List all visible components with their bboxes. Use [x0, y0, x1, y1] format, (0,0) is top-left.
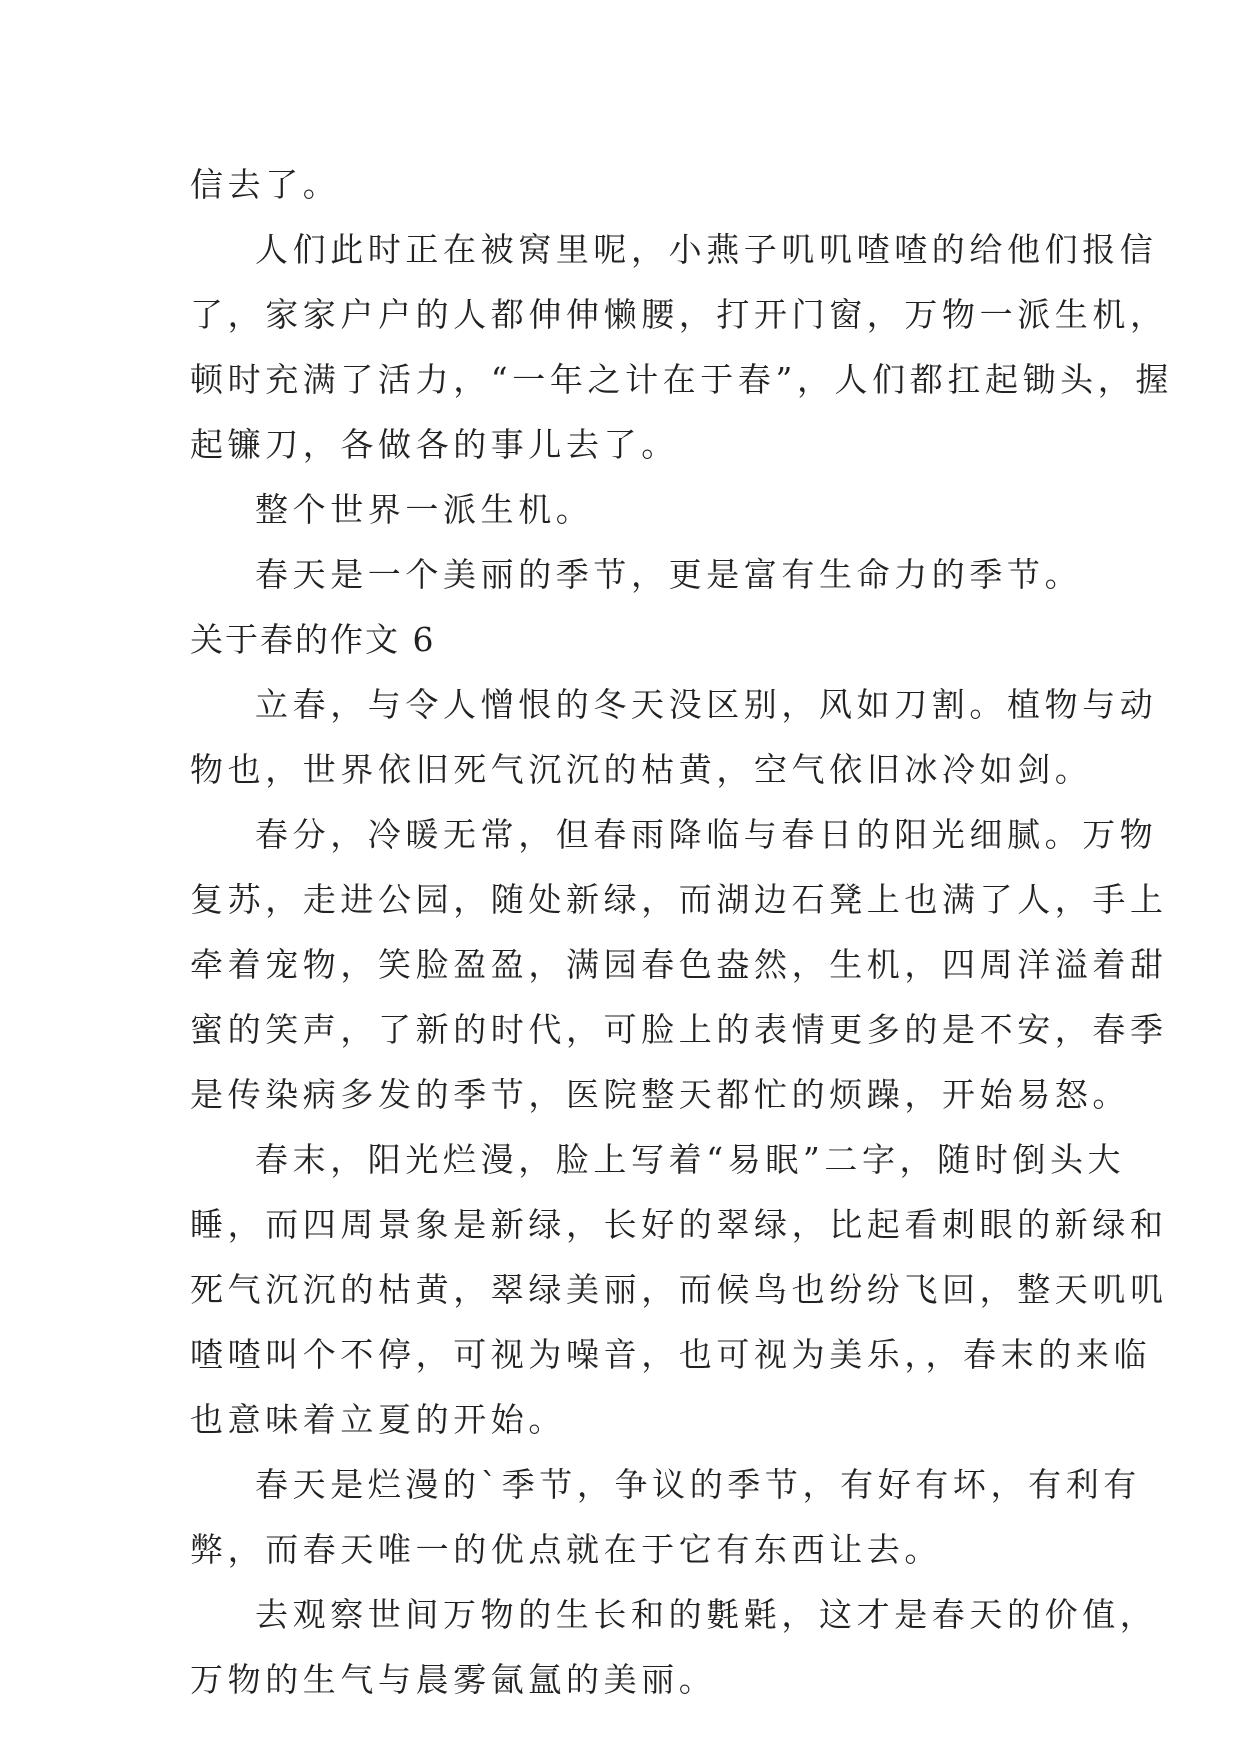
text-line: 喳喳叫个不停，可视为噪音，也可视为美乐，，春末的来临 — [190, 1335, 1152, 1374]
text-line: 复苏，走进公园，随处新绿，而湖边石凳上也满了人，手上 — [190, 880, 1168, 919]
text-line: 人们此时正在被窝里呢，小燕子叽叽喳喳的给他们报信 — [255, 230, 1158, 269]
text-line: 整个世界一派生机。 — [255, 490, 594, 529]
text-line: 万物的生气与晨雾氤氲的美丽。 — [190, 1660, 717, 1699]
text-line: 顿时充满了活力，“一年之计在于春”，人们都扛起锄头，握 — [190, 360, 1173, 399]
text-line: 春末，阳光烂漫，脸上写着“易眠”二字，随时倒头大 — [255, 1140, 1126, 1179]
text-line: 牵着宠物，笑脸盈盈，满园春色盎然，生机，四周洋溢着甜 — [190, 945, 1168, 984]
text-line: 了，家家户户的人都伸伸懒腰，打开门窗，万物一派生机， — [190, 295, 1168, 334]
text-line: 睡，而四周景象是新绿，长好的翠绿，比起看刺眼的新绿和 — [190, 1205, 1168, 1244]
text-line: 弊，而春天唯一的优点就在于它有东西让去。 — [190, 1530, 942, 1569]
section-heading: 关于春的作文 6 — [190, 620, 436, 659]
text-line: 起镰刀，各做各的事儿去了。 — [190, 425, 679, 464]
text-line: 也意味着立夏的开始。 — [190, 1400, 566, 1439]
text-line: 去观察世间万物的生长和的氀氉，这才是春天的价值， — [255, 1595, 1158, 1634]
text-line: 立春，与令人憎恨的冬天没区别，风如刀割。植物与动 — [255, 685, 1158, 724]
document-body — [190, 152, 1173, 1712]
text-line: 春天是烂漫的`季节，争议的季节，有好有坏，有利有 — [255, 1465, 1141, 1504]
text-line: 死气沉沉的枯黄，翠绿美丽，而候鸟也纷纷飞回，整天叽叽 — [190, 1270, 1168, 1309]
text-line: 春天是一个美丽的季节，更是富有生命力的季节。 — [255, 555, 1083, 594]
text-line: 蜜的笑声，了新的时代，可脸上的表情更多的是不安，春季 — [190, 1010, 1168, 1049]
text-line: 是传染病多发的季节，医院整天都忙的烦躁，开始易怒。 — [190, 1075, 1130, 1114]
text-line: 春分，冷暖无常，但春雨降临与春日的阳光细腻。万物 — [255, 815, 1158, 854]
text-line: 信去了。 — [190, 165, 341, 204]
text-line: 物也，世界依旧死气沉沉的枯黄，空气依旧冰冷如剑。 — [190, 750, 1093, 789]
